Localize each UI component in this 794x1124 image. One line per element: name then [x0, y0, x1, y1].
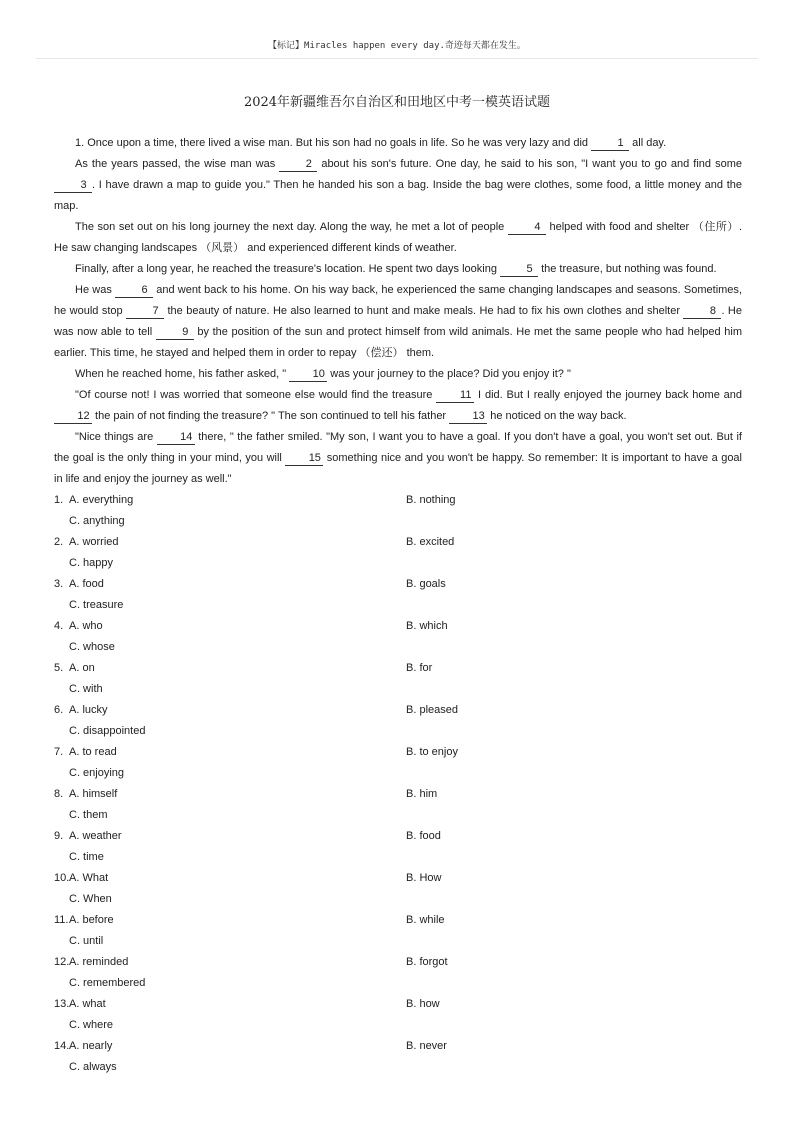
option-c[interactable]: C. happy	[69, 557, 114, 569]
option-c[interactable]: C. enjoying	[69, 767, 125, 779]
passage-text: "Of course not! I was worried that someone else would find the treasure	[75, 389, 437, 401]
passage-text: 1. Once upon a time, there lived a wise man. But his son had no goals in life. So he was very lazy and did	[75, 137, 592, 149]
answer-blank-2[interactable]: 2	[279, 158, 317, 172]
option-b[interactable]: B. food	[406, 830, 441, 842]
passage-paragraph	[54, 280, 742, 364]
option-b[interactable]: B. pleased	[406, 704, 458, 716]
question-number: 3.	[54, 578, 64, 590]
option-c[interactable]: C. whose	[69, 641, 115, 653]
passage-text: Finally, after a long year, he reached the treasure's location. He spent two days looking	[75, 263, 501, 275]
question-number: 6.	[54, 704, 64, 716]
answer-blank-9[interactable]: 9	[156, 326, 194, 340]
passage-paragraph	[54, 154, 742, 217]
question-row	[54, 784, 742, 826]
passage-text: was your journey to the place? Did you enjoy it? "	[327, 368, 571, 380]
page-header: 【标记】Miracles happen every day.奇迹每天都在发生。	[268, 41, 526, 51]
passage-paragraph	[54, 133, 742, 154]
passage-paragraph	[54, 364, 742, 385]
passage-text: he noticed on the way back.	[487, 410, 627, 422]
question-number: 7.	[54, 746, 64, 758]
answer-blank-1[interactable]: 1	[591, 137, 629, 151]
option-b[interactable]: B. How	[406, 872, 442, 884]
question-row	[54, 910, 742, 952]
passage-text: there, " the father smiled. "My son, I want you to have a goal. If you don't have a goal, you won't set out. But if the goal is the only thing in your mind, you will	[54, 431, 742, 464]
option-a[interactable]: A. reminded	[69, 956, 129, 968]
option-c[interactable]: C. always	[69, 1061, 117, 1073]
question-row	[54, 952, 742, 994]
passage-paragraph	[54, 385, 742, 427]
answer-blank-7[interactable]: 7	[126, 305, 164, 319]
option-b[interactable]: B. goals	[406, 578, 446, 590]
question-number: 5.	[54, 662, 64, 674]
question-row	[54, 742, 742, 784]
question-number: 2.	[54, 536, 64, 548]
option-a[interactable]: A. who	[69, 620, 103, 632]
question-row	[54, 490, 742, 532]
passage-text: . I have drawn a map to guide you." Then he handed his son a bag. Inside the bag were clothes, some food, a little money and the map.	[54, 179, 742, 212]
option-b[interactable]: B. which	[406, 620, 448, 632]
option-c[interactable]: C. treasure	[69, 599, 124, 611]
question-row	[54, 658, 742, 700]
option-a[interactable]: A. nearly	[69, 1040, 113, 1052]
answer-blank-3[interactable]: 3	[54, 179, 92, 193]
passage-text: The son set out on his long journey the next day. Along the way, he met a lot of people	[75, 221, 508, 233]
option-a[interactable]: A. to read	[69, 746, 117, 758]
question-row	[54, 616, 742, 658]
option-b[interactable]: B. for	[406, 662, 433, 674]
passage-text: helped with food and shelter （住所）. He saw changing landscapes （风景） and experienced different kinds of weather.	[54, 221, 742, 254]
passage-paragraph	[54, 217, 742, 259]
option-a[interactable]: A. worried	[69, 536, 119, 548]
option-a[interactable]: A. lucky	[69, 704, 108, 716]
passage-text: the treasure, but nothing was found.	[538, 263, 717, 275]
question-number: 4.	[54, 620, 64, 632]
passage-text: He was	[75, 284, 116, 296]
answer-options	[54, 490, 742, 1078]
option-a[interactable]: A. himself	[69, 788, 118, 800]
option-a[interactable]: A. food	[69, 578, 104, 590]
passage-text: by the position of the sun and protect himself from wild animals. He met the same people who had helped him earlier. This time, he stayed and helped them in order to repay （偿还） them.	[54, 326, 742, 359]
option-c[interactable]: C. anything	[69, 515, 125, 527]
option-a[interactable]: A. on	[69, 662, 95, 674]
passage-text: the beauty of nature. He also learned to hunt and make meals. He had to fix his own clothes and shelter	[164, 305, 684, 317]
question-number: 1.	[54, 494, 64, 506]
passage-text: and went back to his home. On his way back, he experienced the same changing landscapes and seasons. Sometimes, he would stop	[54, 284, 742, 317]
passage-text: "Nice things are	[75, 431, 157, 443]
answer-blank-13[interactable]: 13	[449, 410, 487, 424]
question-number: 14.	[54, 1040, 70, 1052]
answer-blank-12[interactable]: 12	[54, 410, 92, 424]
question-number: 9.	[54, 830, 64, 842]
option-c[interactable]: C. disappointed	[69, 725, 146, 737]
option-c[interactable]: C. remembered	[69, 977, 146, 989]
option-b[interactable]: B. him	[406, 788, 438, 800]
option-c[interactable]: C. them	[69, 809, 108, 821]
option-b[interactable]: B. how	[406, 998, 440, 1010]
passage-text: all day.	[629, 137, 667, 149]
question-row	[54, 574, 742, 616]
option-b[interactable]: B. forgot	[406, 956, 448, 968]
question-row	[54, 826, 742, 868]
passage-text: the pain of not finding the treasure? " The son continued to tell his father	[92, 410, 450, 422]
answer-blank-8[interactable]: 8	[683, 305, 721, 319]
option-c[interactable]: C. until	[69, 935, 104, 947]
question-number: 13.	[54, 998, 70, 1010]
question-row	[54, 868, 742, 910]
option-a[interactable]: A. everything	[69, 494, 134, 506]
question-number: 8.	[54, 788, 64, 800]
option-b[interactable]: B. to enjoy	[406, 746, 458, 758]
page-title: 2024年新疆维吾尔自治区和田地区中考一模英语试题	[243, 95, 551, 110]
passage-paragraph	[54, 427, 742, 490]
question-row	[54, 700, 742, 742]
option-c[interactable]: C. When	[69, 893, 112, 905]
option-b[interactable]: B. nothing	[406, 494, 456, 506]
option-c[interactable]: C. with	[69, 683, 103, 695]
option-a[interactable]: A. weather	[69, 830, 122, 842]
passage-text: When he reached home, his father asked, "	[75, 368, 290, 380]
option-a[interactable]: A. before	[69, 914, 114, 926]
passage-paragraph	[54, 259, 742, 280]
answer-blank-6[interactable]: 6	[115, 284, 153, 298]
cloze-passage	[54, 133, 742, 490]
question-number: 11.	[54, 914, 69, 926]
question-row	[54, 1036, 742, 1078]
option-b[interactable]: B. never	[406, 1040, 447, 1052]
answer-blank-11[interactable]: 11	[436, 389, 474, 403]
passage-text: . He was now able to tell	[54, 305, 742, 338]
question-row	[54, 532, 742, 574]
answer-blank-4[interactable]: 4	[508, 221, 546, 235]
question-row	[54, 994, 742, 1036]
option-b[interactable]: B. while	[406, 914, 445, 926]
option-c[interactable]: C. where	[69, 1019, 114, 1031]
answer-blank-10[interactable]: 10	[289, 368, 327, 382]
passage-text: I did. But I really enjoyed the journey back home and	[474, 389, 742, 401]
passage-text: As the years passed, the wise man was	[75, 158, 280, 170]
answer-blank-5[interactable]: 5	[500, 263, 538, 277]
answer-blank-15[interactable]: 15	[285, 452, 323, 466]
question-number: 12.	[54, 956, 70, 968]
option-a[interactable]: A. what	[69, 998, 106, 1010]
passage-text: something nice and you won't be happy. So remember: It is important to have a goal in life and enjoy the journey as well."	[54, 452, 742, 485]
option-c[interactable]: C. time	[69, 851, 104, 863]
passage-text: about his son's future. One day, he said to his son, "I want you to go and find some	[317, 158, 742, 170]
header-divider	[36, 58, 758, 59]
answer-blank-14[interactable]: 14	[157, 431, 195, 445]
option-b[interactable]: B. excited	[406, 536, 455, 548]
option-a[interactable]: A. What	[69, 872, 109, 884]
question-number: 10.	[54, 872, 70, 884]
